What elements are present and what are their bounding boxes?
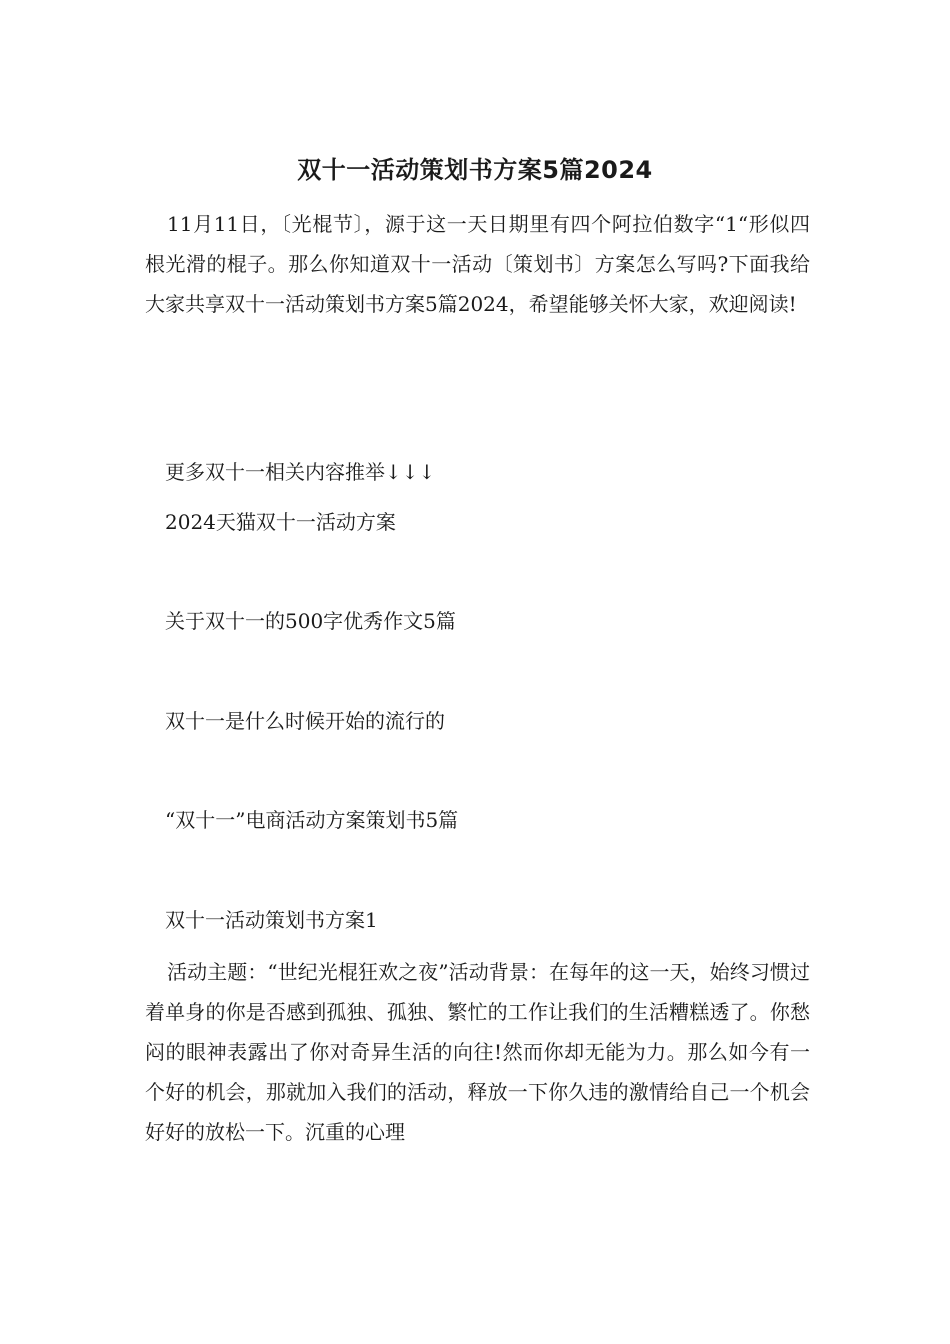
more-content-heading: 更多双十一相关内容推举↓↓↓ — [165, 460, 436, 484]
related-link-2[interactable]: 关于双十一的500字优秀作文5篇 — [165, 609, 456, 633]
related-link-1[interactable]: 2024天猫双十一活动方案 — [165, 510, 396, 534]
section-body-paragraph: 活动主题：“世纪光棍狂欢之夜”活动背景：在每年的这一天，始终习惯过着单身的你是否感到孤独、孤独、繁忙的工作让我们的生活糟糕透了。你愁闷的眼神表露出了你对奇异生活的向往!然而你却无能为力。那么如今有一个好的机会，那就加入我们的活动，释放一下你久违的激情给自己一个机会好好的放松一下。沉重的心理 — [145, 960, 810, 1144]
related-link-4[interactable]: “双十一”电商活动方案策划书5篇 — [165, 808, 459, 832]
intro-paragraph: 11月11日，〔光棍节〕，源于这一天日期里有四个阿拉伯数字“1“形似四根光滑的棍子。那么你知道双十一活动〔策划书〕方案怎么写吗?下面我给大家共享双十一活动策划书方案5篇2024，希望能够关怀大家，欢迎阅读! — [145, 212, 810, 316]
section-heading: 双十一活动策划书方案1 — [165, 908, 378, 932]
document-title: 双十一活动策划书方案5篇2024 — [297, 156, 653, 184]
related-link-3[interactable]: 双十一是什么时候开始的流行的 — [165, 709, 445, 733]
